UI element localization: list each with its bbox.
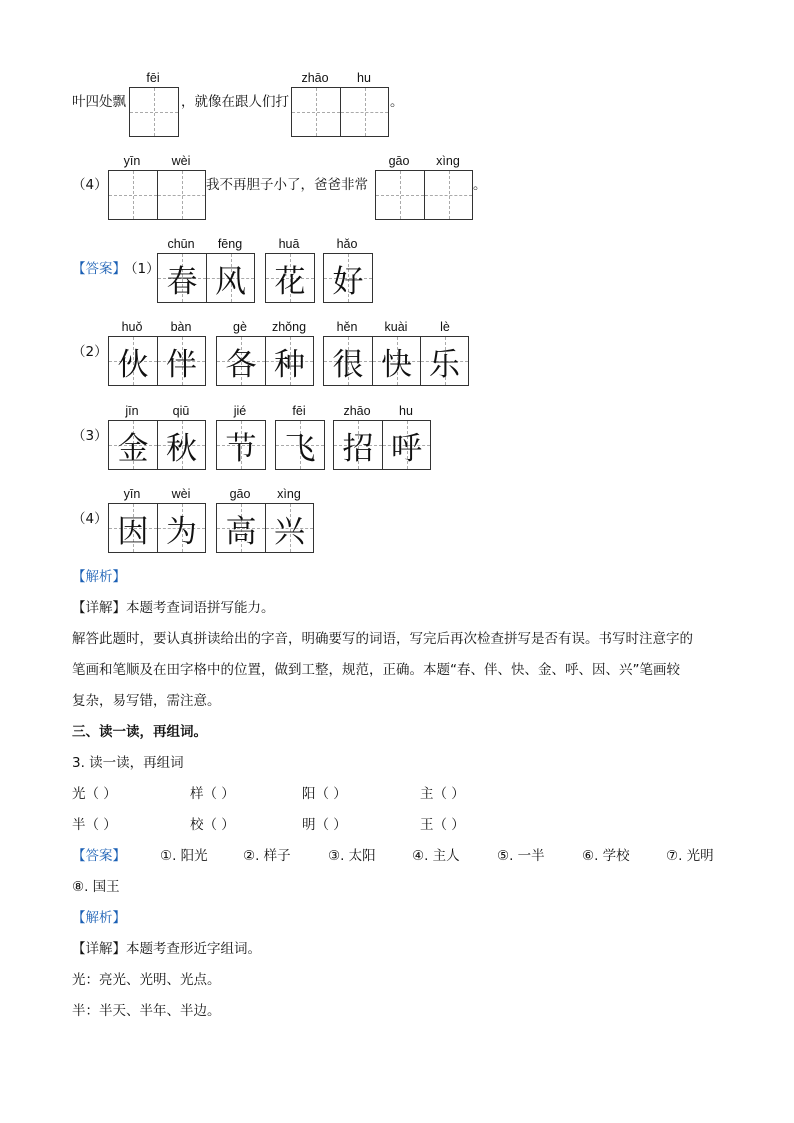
answer-char: 伙 [117,346,149,383]
tianzige-cell [157,504,205,552]
answer-item: ⑥. 学校 [582,848,630,864]
tianzige-cell [217,337,265,385]
answer-item: ③. 太阳 [328,848,376,864]
analysis-tag: 【解析】 [72,910,126,926]
tianzige-cell [324,254,372,302]
answer-item: ②. 样子 [243,848,291,864]
tianzige-cell [276,421,324,469]
line-a-suffix: 。 [390,94,404,110]
analysis-paragraph-line: 解答此题时，要认真拼读给出的字音，明确要写的词语，写完后再次检查拼写是否有误。书写时注意字的 [72,631,693,647]
answer-char: 花 [274,263,306,300]
pinyin-label: gāo [229,487,251,501]
pinyin-label: kuài [384,320,408,334]
line-a-prefix: 叶四处飘 [72,94,126,110]
pinyin-label: fēi [292,404,306,418]
tianzige-cell [158,254,206,302]
tianzige-cell [265,504,313,552]
tianzige-cell [109,421,157,469]
section-heading: 三、读一读，再组词。 [72,724,207,740]
pinyin-label: hěn [336,320,358,334]
tianzige-group [265,253,315,303]
tianzige-cell[interactable] [424,171,472,219]
pinyin-label: bàn [170,320,192,334]
tianzige-group [333,420,431,470]
pinyin-label: zhāo [301,71,329,85]
answer-row-label: （2） [72,344,108,360]
word-blank[interactable]: 阳（ ） [302,786,347,802]
word-blank[interactable]: 半（ ） [72,817,117,833]
word-blank[interactable]: 王（ ） [420,817,465,833]
tianzige-cell[interactable] [376,171,424,219]
word-blank[interactable]: 光（ ） [72,786,117,802]
answer-char: 很 [332,346,364,383]
pinyin-label: fēi [146,71,160,85]
answer-item: ⑦. 光明 [666,848,714,864]
tianzige-group [216,420,266,470]
pinyin-label: wèi [171,154,191,168]
tianzige-cell [217,421,265,469]
answer-item: ④. 主人 [412,848,460,864]
word-blank[interactable]: 校（ ） [190,817,235,833]
tianzige-group [108,503,206,553]
tianzige-group [323,336,469,386]
line-b-middle: 我不再胆子小了，爸爸非常 [206,177,368,193]
answer-char: 为 [166,513,197,550]
tianzige-cell[interactable] [109,171,157,219]
tianzige-group [157,253,255,303]
answer-char: 各 [225,346,257,383]
tianzige-blank-group[interactable] [375,170,473,220]
tianzige-cell [372,337,420,385]
answer-char: 好 [332,263,364,300]
answer-char: 秋 [166,430,197,467]
tianzige-group [275,420,325,470]
tianzige-group [108,336,206,386]
tianzige-blank-group[interactable] [108,170,206,220]
tianzige-cell [420,337,468,385]
answer-char: 乐 [429,346,460,383]
tianzige-cell[interactable] [340,88,388,136]
pinyin-label: xìng [277,487,301,501]
pinyin-label: chūn [167,237,195,251]
tianzige-blank-group[interactable] [129,87,179,137]
tianzige-cell [157,337,205,385]
answer-char: 呼 [391,430,422,467]
pinyin-label: zhǒng [271,320,307,334]
line-a-middle: ，就像在跟人们打 [181,94,289,110]
pinyin-label: huǒ [121,320,143,334]
tianzige-cell [324,337,372,385]
tianzige-cell [109,337,157,385]
analysis-tag: 【解析】 [72,569,126,585]
detail-heading: 【详解】本题考查形近字组词。 [72,941,261,957]
line-b-label: （4） [72,177,108,193]
answer-char: 快 [381,346,412,383]
pinyin-label: jié [233,404,247,418]
example-line: 光：亮光、光明、光点。 [72,972,221,988]
pinyin-label: qiū [172,404,190,418]
answer-char: 金 [117,430,149,467]
pinyin-label: huā [278,237,300,251]
answer-char: 飞 [284,430,316,467]
tianzige-cell [265,337,313,385]
tianzige-cell [334,421,382,469]
pinyin-label: zhāo [343,404,371,418]
answer-char: 种 [274,346,305,383]
tianzige-cell[interactable] [157,171,205,219]
answer-char: 伴 [166,346,197,383]
pinyin-label: wèi [171,487,191,501]
answer-char: 因 [117,513,149,550]
word-blank[interactable]: 样（ ） [190,786,235,802]
answer-row-label: （3） [72,428,108,444]
analysis-paragraph-line: 复杂，易写错，需注意。 [72,693,221,709]
tianzige-cell [109,504,157,552]
pinyin-label: xìng [436,154,460,168]
answer-char: 兴 [274,513,305,550]
answer-char: 春 [166,263,198,300]
answer-item: ①. 阳光 [160,848,208,864]
tianzige-cell[interactable] [130,88,178,136]
detail-heading: 【详解】本题考查词语拼写能力。 [72,600,275,616]
tianzige-blank-group[interactable] [291,87,389,137]
line-b-suffix: 。 [473,177,487,193]
answer-tag: 【答案】 [72,848,126,864]
example-line: 半：半天、半年、半边。 [72,1003,221,1019]
pinyin-label: gè [233,320,247,334]
answer-row-label: （4） [72,511,108,527]
tianzige-group [323,253,373,303]
tianzige-cell[interactable] [292,88,340,136]
tianzige-cell [217,504,265,552]
pinyin-label: hǎo [336,237,358,251]
answer-char: 节 [225,430,257,467]
answer-char: 招 [342,430,374,467]
word-blank[interactable]: 明（ ） [302,817,347,833]
tianzige-group [216,336,314,386]
pinyin-label: hu [399,404,413,418]
tianzige-group [216,503,314,553]
pinyin-label: yīn [123,154,141,168]
question-text: 3. 读一读，再组词 [72,755,184,771]
pinyin-label: jīn [125,404,139,418]
tianzige-cell [206,254,254,302]
answer-row-label: （1） [124,261,160,277]
tianzige-cell [382,421,430,469]
answer-item: ⑧. 国王 [72,879,120,895]
answer-item: ⑤. 一半 [497,848,545,864]
word-blank[interactable]: 主（ ） [420,786,465,802]
tianzige-group [108,420,206,470]
answer-char: 风 [215,263,246,300]
tianzige-cell [266,254,314,302]
pinyin-label: yīn [123,487,141,501]
pinyin-label: gāo [388,154,410,168]
answer-tag: 【答案】 [72,261,126,277]
tianzige-cell [157,421,205,469]
analysis-paragraph-line: 笔画和笔顺及在田字格中的位置，做到工整，规范，正确。本题“春、伴、快、金、呼、因、兴”笔画较 [72,662,680,678]
pinyin-label: fēng [217,237,243,251]
answer-char: 高 [225,513,257,550]
pinyin-label: hu [357,71,371,85]
pinyin-label: lè [440,320,450,334]
